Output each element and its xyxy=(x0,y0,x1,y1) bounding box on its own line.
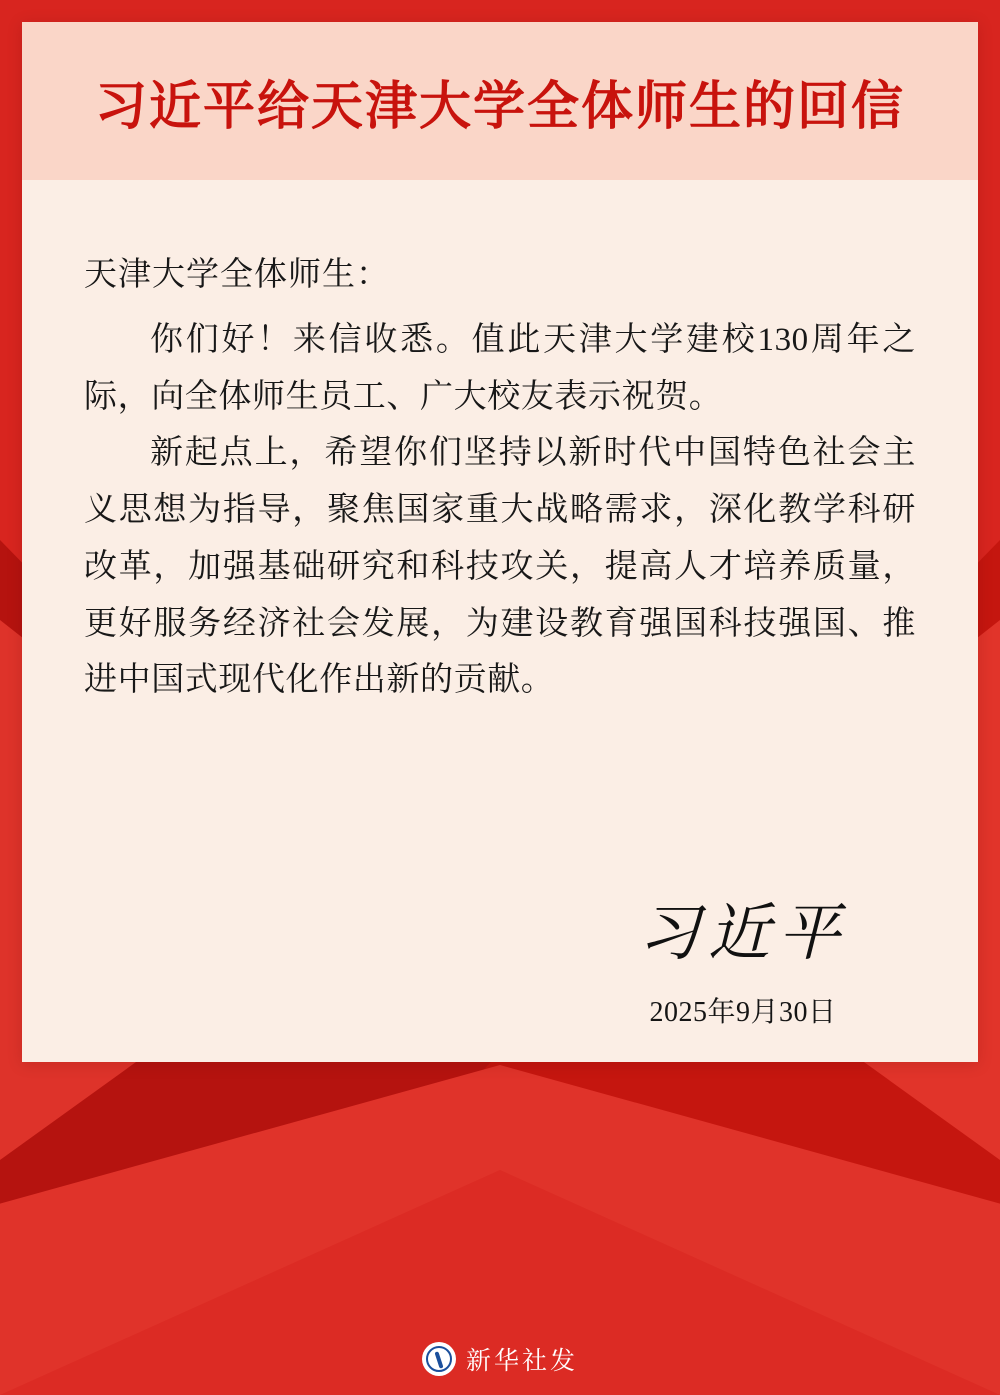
signature-block xyxy=(637,896,848,1030)
letter-paragraph-2: 新起点上，希望你们坚持以新时代中国特色社会主义思想为指导，聚焦国家重大战略需求，深化教学科研改革，加强基础研究和科技攻关，提高人才培养质量，更好服务经济社会发展，为建设教育强国科技强国、推进中国式现代化作出新的贡献。 xyxy=(84,435,916,699)
letter-paragraph-1: 你们好！来信收悉。值此天津大学建校130周年之际，向全体师生员工、广大校友表示祝贺。 xyxy=(84,321,916,415)
letter-body xyxy=(22,180,978,709)
letter-salutation: 天津大学全体师生： xyxy=(84,257,390,293)
signature-date: 2025年9月30日 xyxy=(649,997,837,1028)
letter-title-band xyxy=(22,22,978,180)
letter-sheet xyxy=(22,22,978,1062)
page-title: 习近平给天津大学全体师生的回信 xyxy=(94,75,905,137)
signature-name: 习近平 xyxy=(637,896,848,969)
footer-credit xyxy=(0,1341,1000,1377)
xinhua-logo-icon xyxy=(422,1342,456,1376)
credit-label: 新华社发 xyxy=(465,1346,578,1375)
